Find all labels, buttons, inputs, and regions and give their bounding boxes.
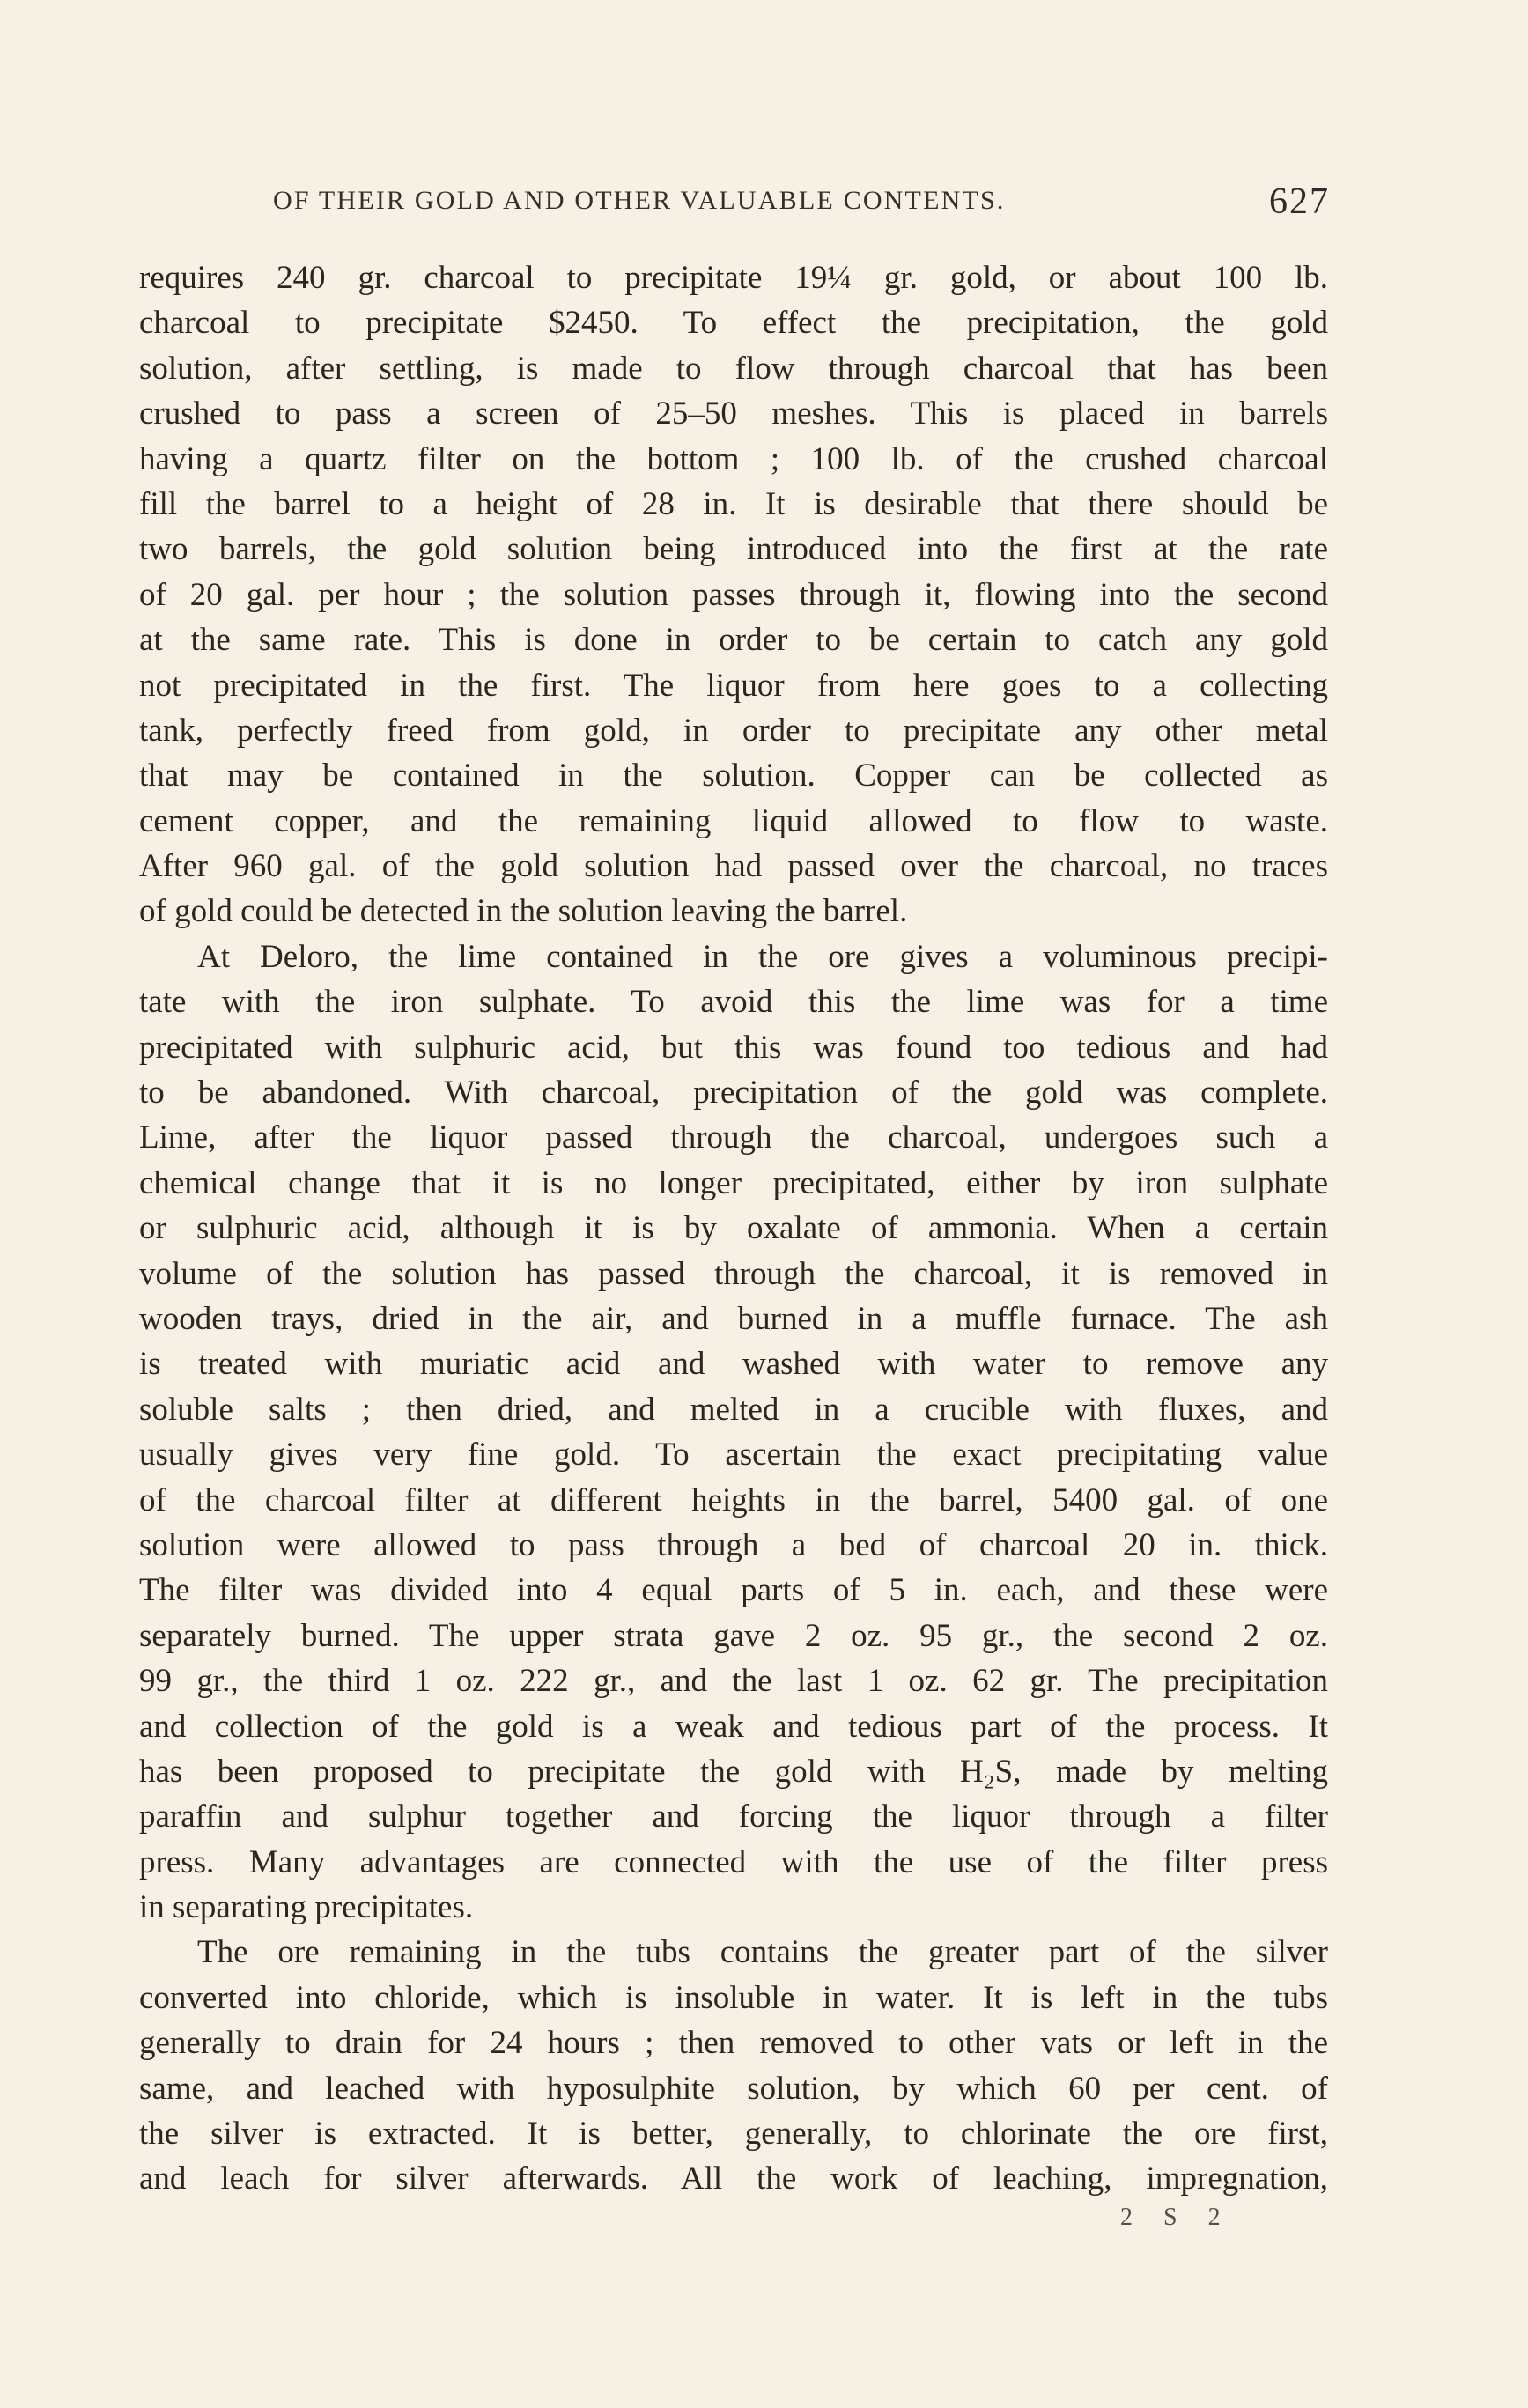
- text-line: converted into chloride, which is insoluble in water. It is left in the tubs: [139, 1979, 1328, 2016]
- paragraph-start-line: The ore remaining in the tubs contains the greater part of the silver: [197, 1934, 1328, 1971]
- text-line: the silver is extracted. It is better, generally, to chlorinate the ore first,: [139, 2116, 1328, 2153]
- text-line: fill the barrel to a height of 28 in. It is desirable that there should be: [139, 485, 1328, 522]
- text-line: tate with the iron sulphate. To avoid this the lime was for a time: [139, 984, 1328, 1021]
- text-line: charcoal to precipitate $2450. To effect the precipitation, the gold: [139, 305, 1328, 342]
- text-line: paraffin and sulphur together and forcing the liquor through a filter: [139, 1799, 1328, 1836]
- text-line: has been proposed to precipitate the gold with H₂S, made by melting: [139, 1753, 1328, 1790]
- text-line: two barrels, the gold solution being introduced into the first at the rate: [139, 531, 1328, 568]
- body-text: [139, 255, 1328, 2202]
- text-line: press. Many advantages are connected with the use of the filter press: [139, 1843, 1328, 1880]
- text-line: is treated with muriatic acid and washed with water to remove any: [139, 1346, 1328, 1383]
- text-line: separately burned. The upper strata gave 2 oz. 95 gr., the second 2 oz.: [139, 1617, 1328, 1654]
- text-line: soluble salts ; then dried, and melted in a crucible with fluxes, and: [139, 1391, 1328, 1428]
- running-head: [273, 181, 1330, 225]
- text-line: wooden trays, dried in the air, and burned in a muffle furnace. The ash: [139, 1300, 1328, 1337]
- text-line: of the charcoal filter at different heights in the barrel, 5400 gal. of one: [139, 1481, 1328, 1518]
- paragraph-end-line: in separating precipitates.: [139, 1889, 474, 1926]
- text-line: chemical change that it is no longer precipitated, either by iron sulphate: [139, 1164, 1328, 1201]
- text-line: precipitated with sulphuric acid, but this was found too tedious and had: [139, 1029, 1328, 1066]
- text-line: not precipitated in the first. The liquor from here goes to a collecting: [139, 667, 1328, 704]
- text-line: 99 gr., the third 1 oz. 222 gr., and the last 1 oz. 62 gr. The precipitation: [139, 1663, 1328, 1700]
- text-line: to be abandoned. With charcoal, precipitation of the gold was complete.: [139, 1075, 1328, 1112]
- text-line: at the same rate. This is done in order to be certain to catch any gold: [139, 622, 1328, 659]
- signature-mark: 2 S 2: [1120, 2204, 1233, 2231]
- text-line: solution, after settling, is made to flow through charcoal that has been: [139, 350, 1328, 387]
- text-line: After 960 gal. of the gold solution had passed over the charcoal, no traces: [139, 848, 1328, 885]
- text-line: of 20 gal. per hour ; the solution passes through it, flowing into the second: [139, 576, 1328, 613]
- text-line: and collection of the gold is a weak and tedious part of the process. It: [139, 1708, 1328, 1745]
- text-line: tank, perfectly freed from gold, in order to precipitate any other metal: [139, 712, 1328, 749]
- text-line: and leach for silver afterwards. All the work of leaching, impregnation,: [139, 2161, 1328, 2197]
- text-line: having a quartz filter on the bottom ; 100 lb. of the crushed charcoal: [139, 440, 1328, 477]
- text-line: crushed to pass a screen of 25–50 meshes. This is placed in barrels: [139, 395, 1328, 432]
- text-line: solution were allowed to pass through a bed of charcoal 20 in. thick.: [139, 1526, 1328, 1563]
- page-number: 627: [1269, 181, 1330, 222]
- text-line: usually gives very fine gold. To ascertain the exact precipitating value: [139, 1437, 1328, 1474]
- text-line: or sulphuric acid, although it is by oxalate of ammonia. When a certain: [139, 1210, 1328, 1247]
- text-line: volume of the solution has passed through the charcoal, it is removed in: [139, 1255, 1328, 1292]
- text-line: requires 240 gr. charcoal to precipitate 19¼ gr. gold, or about 100 lb.: [139, 260, 1328, 296]
- text-line: Lime, after the liquor passed through the charcoal, undergoes such a: [139, 1119, 1328, 1156]
- running-title: OF THEIR GOLD AND OTHER VALUABLE CONTENTS.: [273, 186, 1006, 215]
- text-line: The filter was divided into 4 equal parts of 5 in. each, and these were: [139, 1572, 1328, 1609]
- text-line: cement copper, and the remaining liquid allowed to flow to waste.: [139, 802, 1328, 839]
- text-line: generally to drain for 24 hours ; then removed to other vats or left in the: [139, 2025, 1328, 2062]
- text-line: same, and leached with hyposulphite solution, by which 60 per cent. of: [139, 2070, 1328, 2107]
- text-line: that may be contained in the solution. Copper can be collected as: [139, 757, 1328, 794]
- paragraph-end-line: of gold could be detected in the solution leaving the barrel.: [139, 893, 908, 930]
- paragraph-start-line: At Deloro, the lime contained in the ore gives a voluminous precipi-: [197, 938, 1328, 975]
